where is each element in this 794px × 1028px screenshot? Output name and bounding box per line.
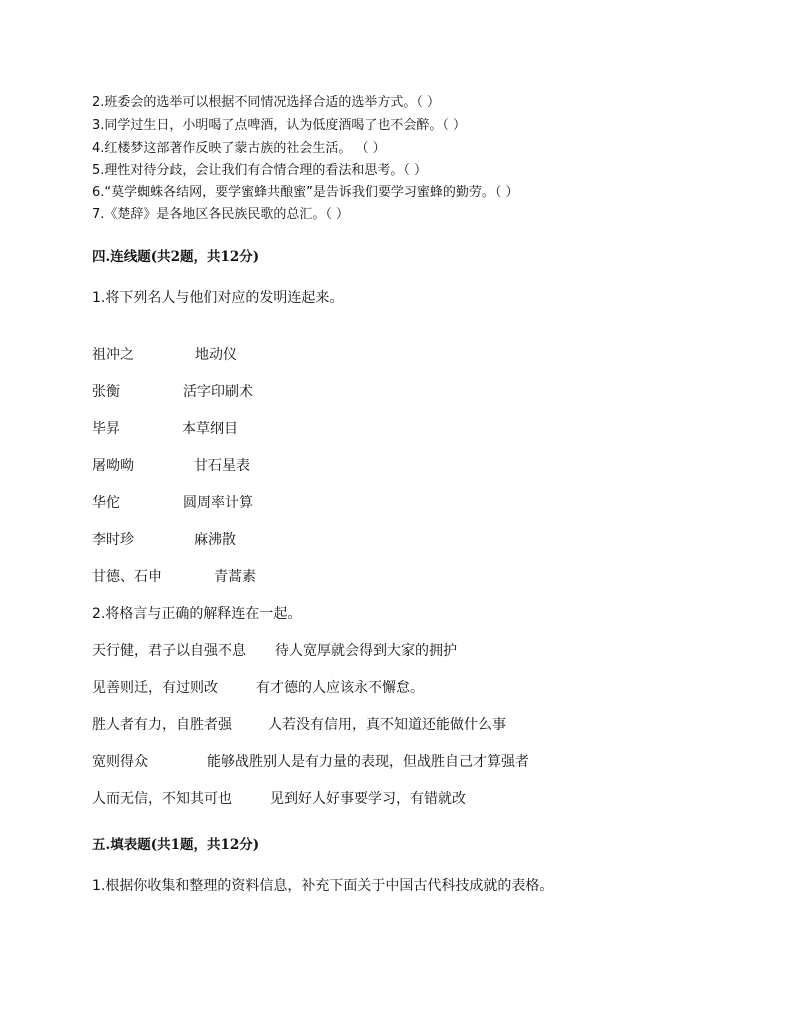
- match-left: 天行健，君子以自强不息: [92, 643, 246, 659]
- tf-item-6: 6.“莫学蜘蛛各结网，要学蜜蜂共酿蜜”是告诉我们要学习蜜蜂的勤劳。（ ）: [92, 185, 519, 200]
- tf-item-2: 2.班委会的选举可以根据不同情况选择合适的选举方式。（ ）: [92, 95, 441, 110]
- section-5-heading: 五.填表题(共1题，共12分): [92, 837, 260, 853]
- match-left: 胜人者有力，自胜者强: [92, 717, 232, 733]
- tf-item-7: 7.《楚辞》是各地区各民族民歌的总汇。（ ）: [92, 207, 350, 222]
- match-right: 麻沸散: [194, 532, 236, 548]
- match-left: 人而无信，不知其可也: [92, 791, 232, 807]
- match-left: 甘德、石申: [92, 569, 162, 585]
- tf-item-4: 4.红楼梦这部著作反映了蒙古族的社会生活。 （ ）: [92, 141, 386, 156]
- tf-item-5: 5.理性对待分歧，会让我们有合情合理的看法和思考。（ ）: [92, 163, 428, 178]
- match-left: 屠呦呦: [92, 458, 134, 474]
- section-4-question-2: 2.将格言与正确的解释连在一起。: [92, 606, 302, 622]
- match-right: 本草纲目: [182, 421, 238, 437]
- section-5-question-1: 1.根据你收集和整理的资料信息，补充下面关于中国古代科技成就的表格。: [92, 878, 554, 894]
- match-right: 待人宽厚就会得到大家的拥护: [275, 643, 457, 659]
- match-right: 甘石星表: [194, 458, 250, 474]
- section-4-heading: 四.连线题(共2题，共12分): [92, 249, 260, 265]
- match-right: 活字印刷术: [183, 384, 253, 400]
- match-right: 圆周率计算: [183, 495, 253, 511]
- match-right: 人若没有信用，真不知道还能做什么事: [268, 717, 506, 733]
- match-left: 见善则迁，有过则改: [92, 680, 218, 696]
- match-left: 宽则得众: [92, 754, 148, 770]
- match-right: 见到好人好事要学习，有错就改: [270, 791, 466, 807]
- match-left: 华佗: [92, 495, 120, 511]
- match-right: 有才德的人应该永不懈怠。: [256, 680, 424, 696]
- section-4-question-1: 1.将下列名人与他们对应的发明连起来。: [92, 290, 344, 306]
- match-left: 祖冲之: [92, 347, 134, 363]
- match-right: 地动仪: [195, 347, 237, 363]
- tf-item-3: 3.同学过生日，小明喝了点啤酒，认为低度酒喝了也不会醉。（ ）: [92, 118, 467, 133]
- match-left: 毕昇: [92, 421, 120, 437]
- match-left: 张衡: [92, 384, 120, 400]
- match-left: 李时珍: [92, 532, 134, 548]
- match-right: 青蒿素: [214, 569, 256, 585]
- match-right: 能够战胜别人是有力量的表现，但战胜自己才算强者: [207, 754, 529, 770]
